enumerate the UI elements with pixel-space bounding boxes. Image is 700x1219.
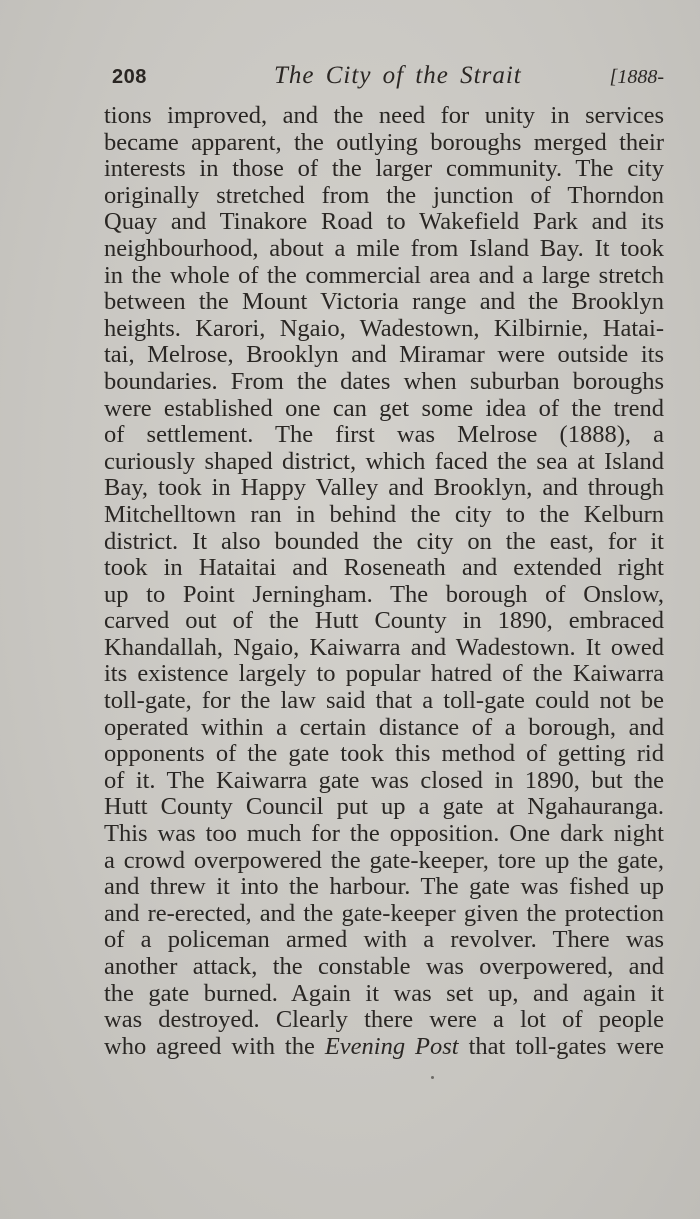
paper-speck bbox=[431, 1076, 434, 1079]
text-line: its existence largely to popular hatred of the Kaiwarra bbox=[104, 660, 664, 688]
text-line: This was too much for the opposition. One dark night bbox=[104, 820, 664, 848]
text-line: took in Hataitai and Roseneath and extended right bbox=[104, 554, 664, 582]
text-line: up to Point Jerningham. The borough of Onslow, bbox=[104, 580, 664, 608]
text-line: Khandallah, Ngaio, Kaiwarra and Wadestown. It owed bbox=[104, 633, 664, 661]
text-line: Bay, took in Happy Valley and Brooklyn, and through bbox=[104, 474, 664, 502]
text-line: the gate burned. Again it was set up, and again it bbox=[104, 979, 664, 1007]
text-line: and threw it into the harbour. The gate was fished up bbox=[104, 873, 664, 901]
text-line: district. It also bounded the city on the east, for it bbox=[104, 527, 664, 555]
running-title: The City of the Strait bbox=[274, 62, 522, 89]
text-line: opponents of the gate took this method of getting rid bbox=[104, 740, 664, 768]
running-date-marker: [1888- bbox=[609, 66, 664, 88]
text-line: operated within a certain distance of a borough, and bbox=[104, 713, 664, 741]
text-line: a crowd overpowered the gate-keeper, tore up the gate, bbox=[104, 846, 664, 874]
page-number: 208 bbox=[112, 66, 147, 88]
text-line: of settlement. The first was Melrose (1888), a bbox=[104, 421, 664, 449]
text-line: of it. The Kaiwarra gate was closed in 1890, but the bbox=[104, 766, 664, 794]
text-line: interests in those of the larger community. The city bbox=[104, 155, 664, 183]
text-run: who agreed with the bbox=[104, 1032, 325, 1060]
text-line: became apparent, the outlying boroughs merged their bbox=[104, 128, 664, 156]
newspaper-title-italic: Evening Post bbox=[324, 1032, 459, 1060]
text-line: heights. Karori, Ngaio, Wadestown, Kilbirnie, Hatai- bbox=[104, 314, 664, 342]
text-line: Quay and Tinakore Road to Wakefield Park and its bbox=[104, 208, 664, 236]
text-line: toll-gate, for the law said that a toll-gate could not be bbox=[104, 687, 664, 715]
text-line: tions improved, and the need for unity in services bbox=[104, 102, 664, 129]
text-line: Hutt County Council put up a gate at Ngahauranga. bbox=[104, 793, 664, 821]
text-line: neighbourhood, about a mile from Island Bay. It took bbox=[104, 234, 664, 262]
text-line: originally stretched from the junction of Thorndon bbox=[104, 181, 664, 209]
text-line: boundaries. From the dates when suburban boroughs bbox=[104, 367, 664, 395]
text-line: were established one can get some idea of the trend bbox=[104, 394, 664, 422]
text-line: Mitchelltown ran in behind the city to the Kelburn bbox=[104, 500, 664, 528]
text-line: in the whole of the commercial area and a large stretch bbox=[104, 261, 664, 289]
text-line: of a policeman armed with a revolver. There was bbox=[104, 926, 664, 954]
text-line: another attack, the constable was overpowered, and bbox=[104, 953, 664, 980]
text-run: that toll-gates were bbox=[458, 1032, 664, 1060]
text-line: curiously shaped district, which faced the sea at Island bbox=[104, 447, 664, 475]
text-line: was destroyed. Clearly there were a lot of people bbox=[104, 1006, 664, 1034]
text-line: and re-erected, and the gate-keeper given the protection bbox=[104, 899, 664, 927]
text-line: carved out of the Hutt County in 1890, embraced bbox=[104, 607, 664, 635]
text-line: between the Mount Victoria range and the Brooklyn bbox=[104, 288, 664, 316]
text-line: tai, Melrose, Brooklyn and Miramar were outside its bbox=[104, 341, 664, 369]
body-text bbox=[104, 103, 664, 1060]
running-head bbox=[112, 62, 664, 96]
text-line-last bbox=[104, 1034, 664, 1061]
